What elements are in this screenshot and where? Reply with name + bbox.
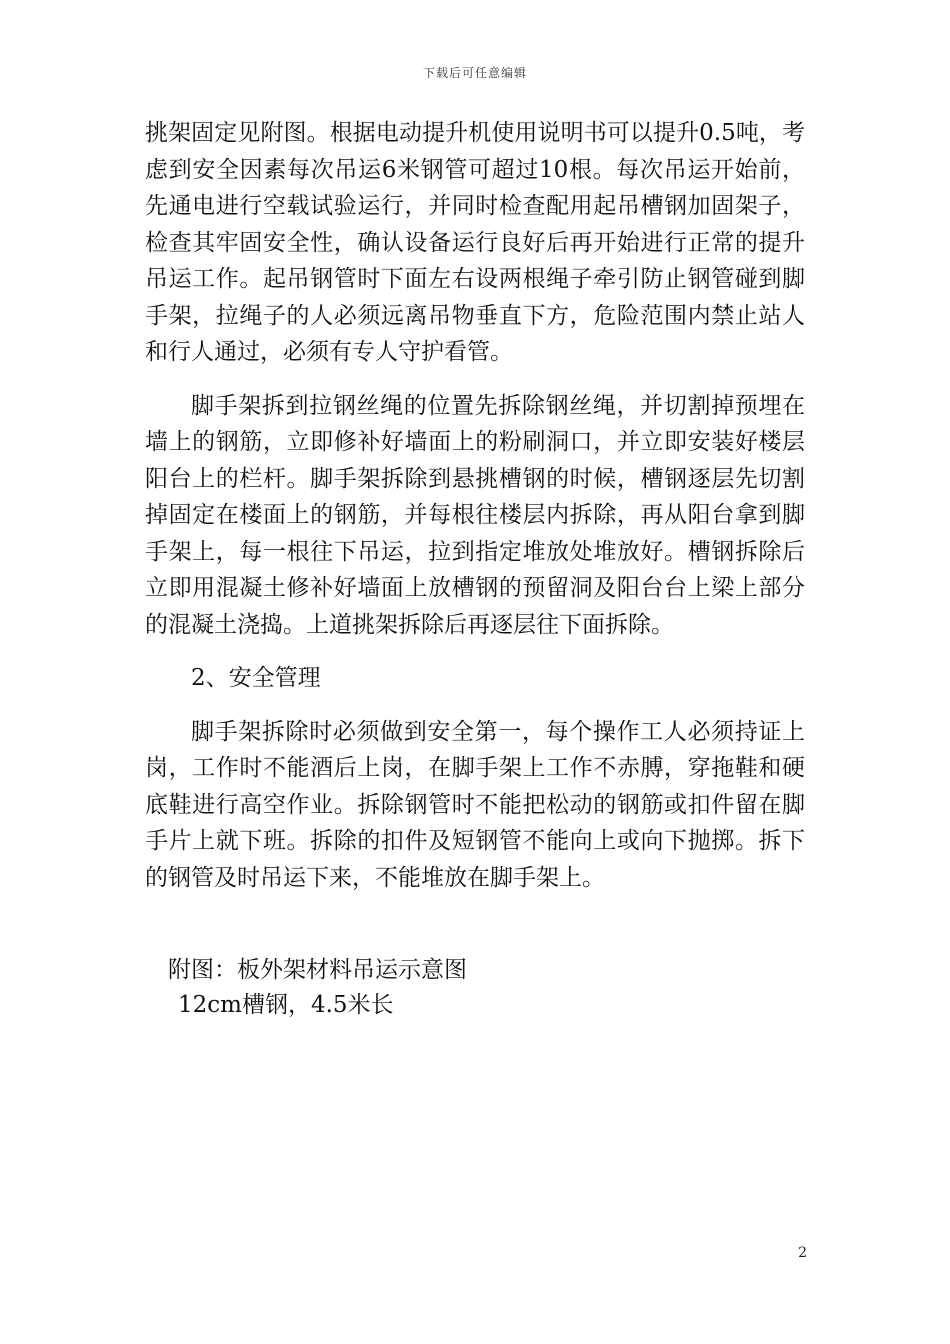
document-body xyxy=(145,115,805,896)
figure-annotation: 12cm槽钢，4.5米长 xyxy=(178,992,394,1018)
paragraph-1: 挑架固定见附图。根据电动提升机使用说明书可以提升0.5吨，考虑到安全因素每次吊运6米钢管可超过10根。每次吊运开始前，先通电进行空载试验运行，并同时检查配用起吊槽钢加固架子，检查其牢固安全性，确认设备运行良好后再开始进行正常的提升吊运工作。起吊钢管时下面左右设两根绳子牵引防止钢管碰到脚手架，拉绳子的人必须远离吊物垂直下方，危险范围内禁止站人和行人通过，必须有专人守护看管。 xyxy=(145,120,805,365)
page-number: 2 xyxy=(798,1245,807,1261)
paragraph-2: 脚手架拆到拉钢丝绳的位置先拆除钢丝绳，并切割掉预埋在墙上的钢筋，立即修补好墙面上的粉刷洞口，并立即安装好楼层阳台上的栏杆。脚手架拆除到悬挑槽钢的时候，槽钢逐层先切割掉固定在楼面上的钢筋，并每根往楼层内拆除，再从阳台拿到脚手架上，每一根往下吊运，拉到指定堆放处堆放好。槽钢拆除后立即用混凝土修补好墙面上放槽钢的预留洞及阳台台上梁上部分的混凝土浇捣。上道挑架拆除后再逐层往下面拆除。 xyxy=(145,392,805,638)
page-header: 下载后可任意编辑 xyxy=(422,66,527,80)
section-heading-safety: 2、安全管理 xyxy=(191,665,321,691)
figure-caption: 附图：板外架材料吊运示意图 xyxy=(168,957,467,983)
paragraph-3: 脚手架拆除时必须做到安全第一，每个操作工人必须持证上岗，工作时不能酒后上岗，在脚手架上工作不赤膊，穿拖鞋和硬底鞋进行高空作业。拆除钢管时不能把松动的钢筋或扣件留在脚手片上就下班。拆除的扣件及短钢管不能向上或向下抛掷。拆下的钢管及时吊运下来，不能堆放在脚手架上。 xyxy=(145,718,805,891)
